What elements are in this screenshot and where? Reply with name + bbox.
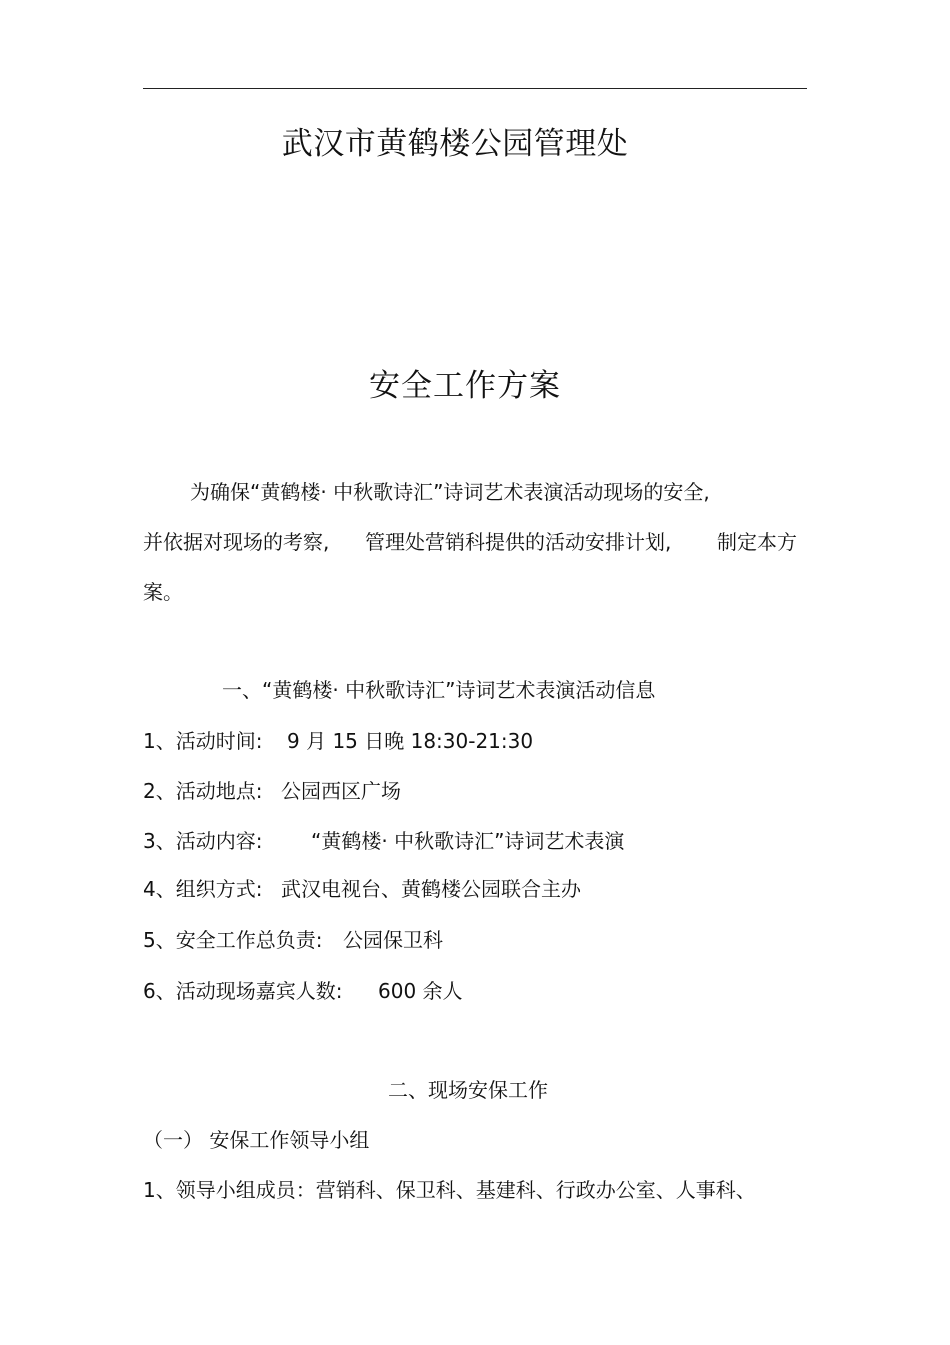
document-title: 安全工作方案 [369,368,561,404]
section-2-heading: 二、现场安保工作 [388,1078,548,1102]
info-item-label: 2、活动地点: [143,779,263,803]
header-rule [143,88,807,89]
leadership-members-line: 1、领导小组成员：营销科、保卫科、基建科、行政办公室、人事科、 [143,1178,756,1202]
intro-line-1: 为确保“黄鹤楼· 中秋歌诗汇”诗词艺术表演活动现场的安全, [190,480,710,504]
intro-line-3: 案。 [143,580,183,604]
organization-title: 武汉市黄鹤楼公园管理处 [281,126,629,162]
intro-line-2-part-c: 制定本方 [717,530,797,554]
info-item-label: 6、活动现场嘉宾人数: [143,979,343,1003]
info-item-value: 公园西区广场 [281,779,401,803]
section-1-heading: 一、“黄鹤楼· 中秋歌诗汇”诗词艺术表演活动信息 [222,678,656,702]
intro-line-2-part-a: 并依据对现场的考察, [143,530,330,554]
intro-line-2-part-b: 管理处营销科提供的活动安排计划, [365,530,672,554]
info-item-value: “黄鹤楼· 中秋歌诗汇”诗词艺术表演 [311,829,625,853]
info-item-value: 9 月 15 日晚 18:30-21:30 [287,729,534,753]
info-item-value: 武汉电视台、黄鹤楼公园联合主办 [281,877,581,901]
section-2-subheading: （一） 安保工作领导小组 [143,1128,370,1152]
info-item-label: 1、活动时间: [143,729,263,753]
info-item-label: 5、安全工作总负责: [143,928,323,952]
info-item-label: 4、组织方式: [143,877,263,901]
info-item-label: 3、活动内容: [143,829,263,853]
info-item-value: 公园保卫科 [343,928,443,952]
info-item-value: 600 余人 [378,979,463,1003]
